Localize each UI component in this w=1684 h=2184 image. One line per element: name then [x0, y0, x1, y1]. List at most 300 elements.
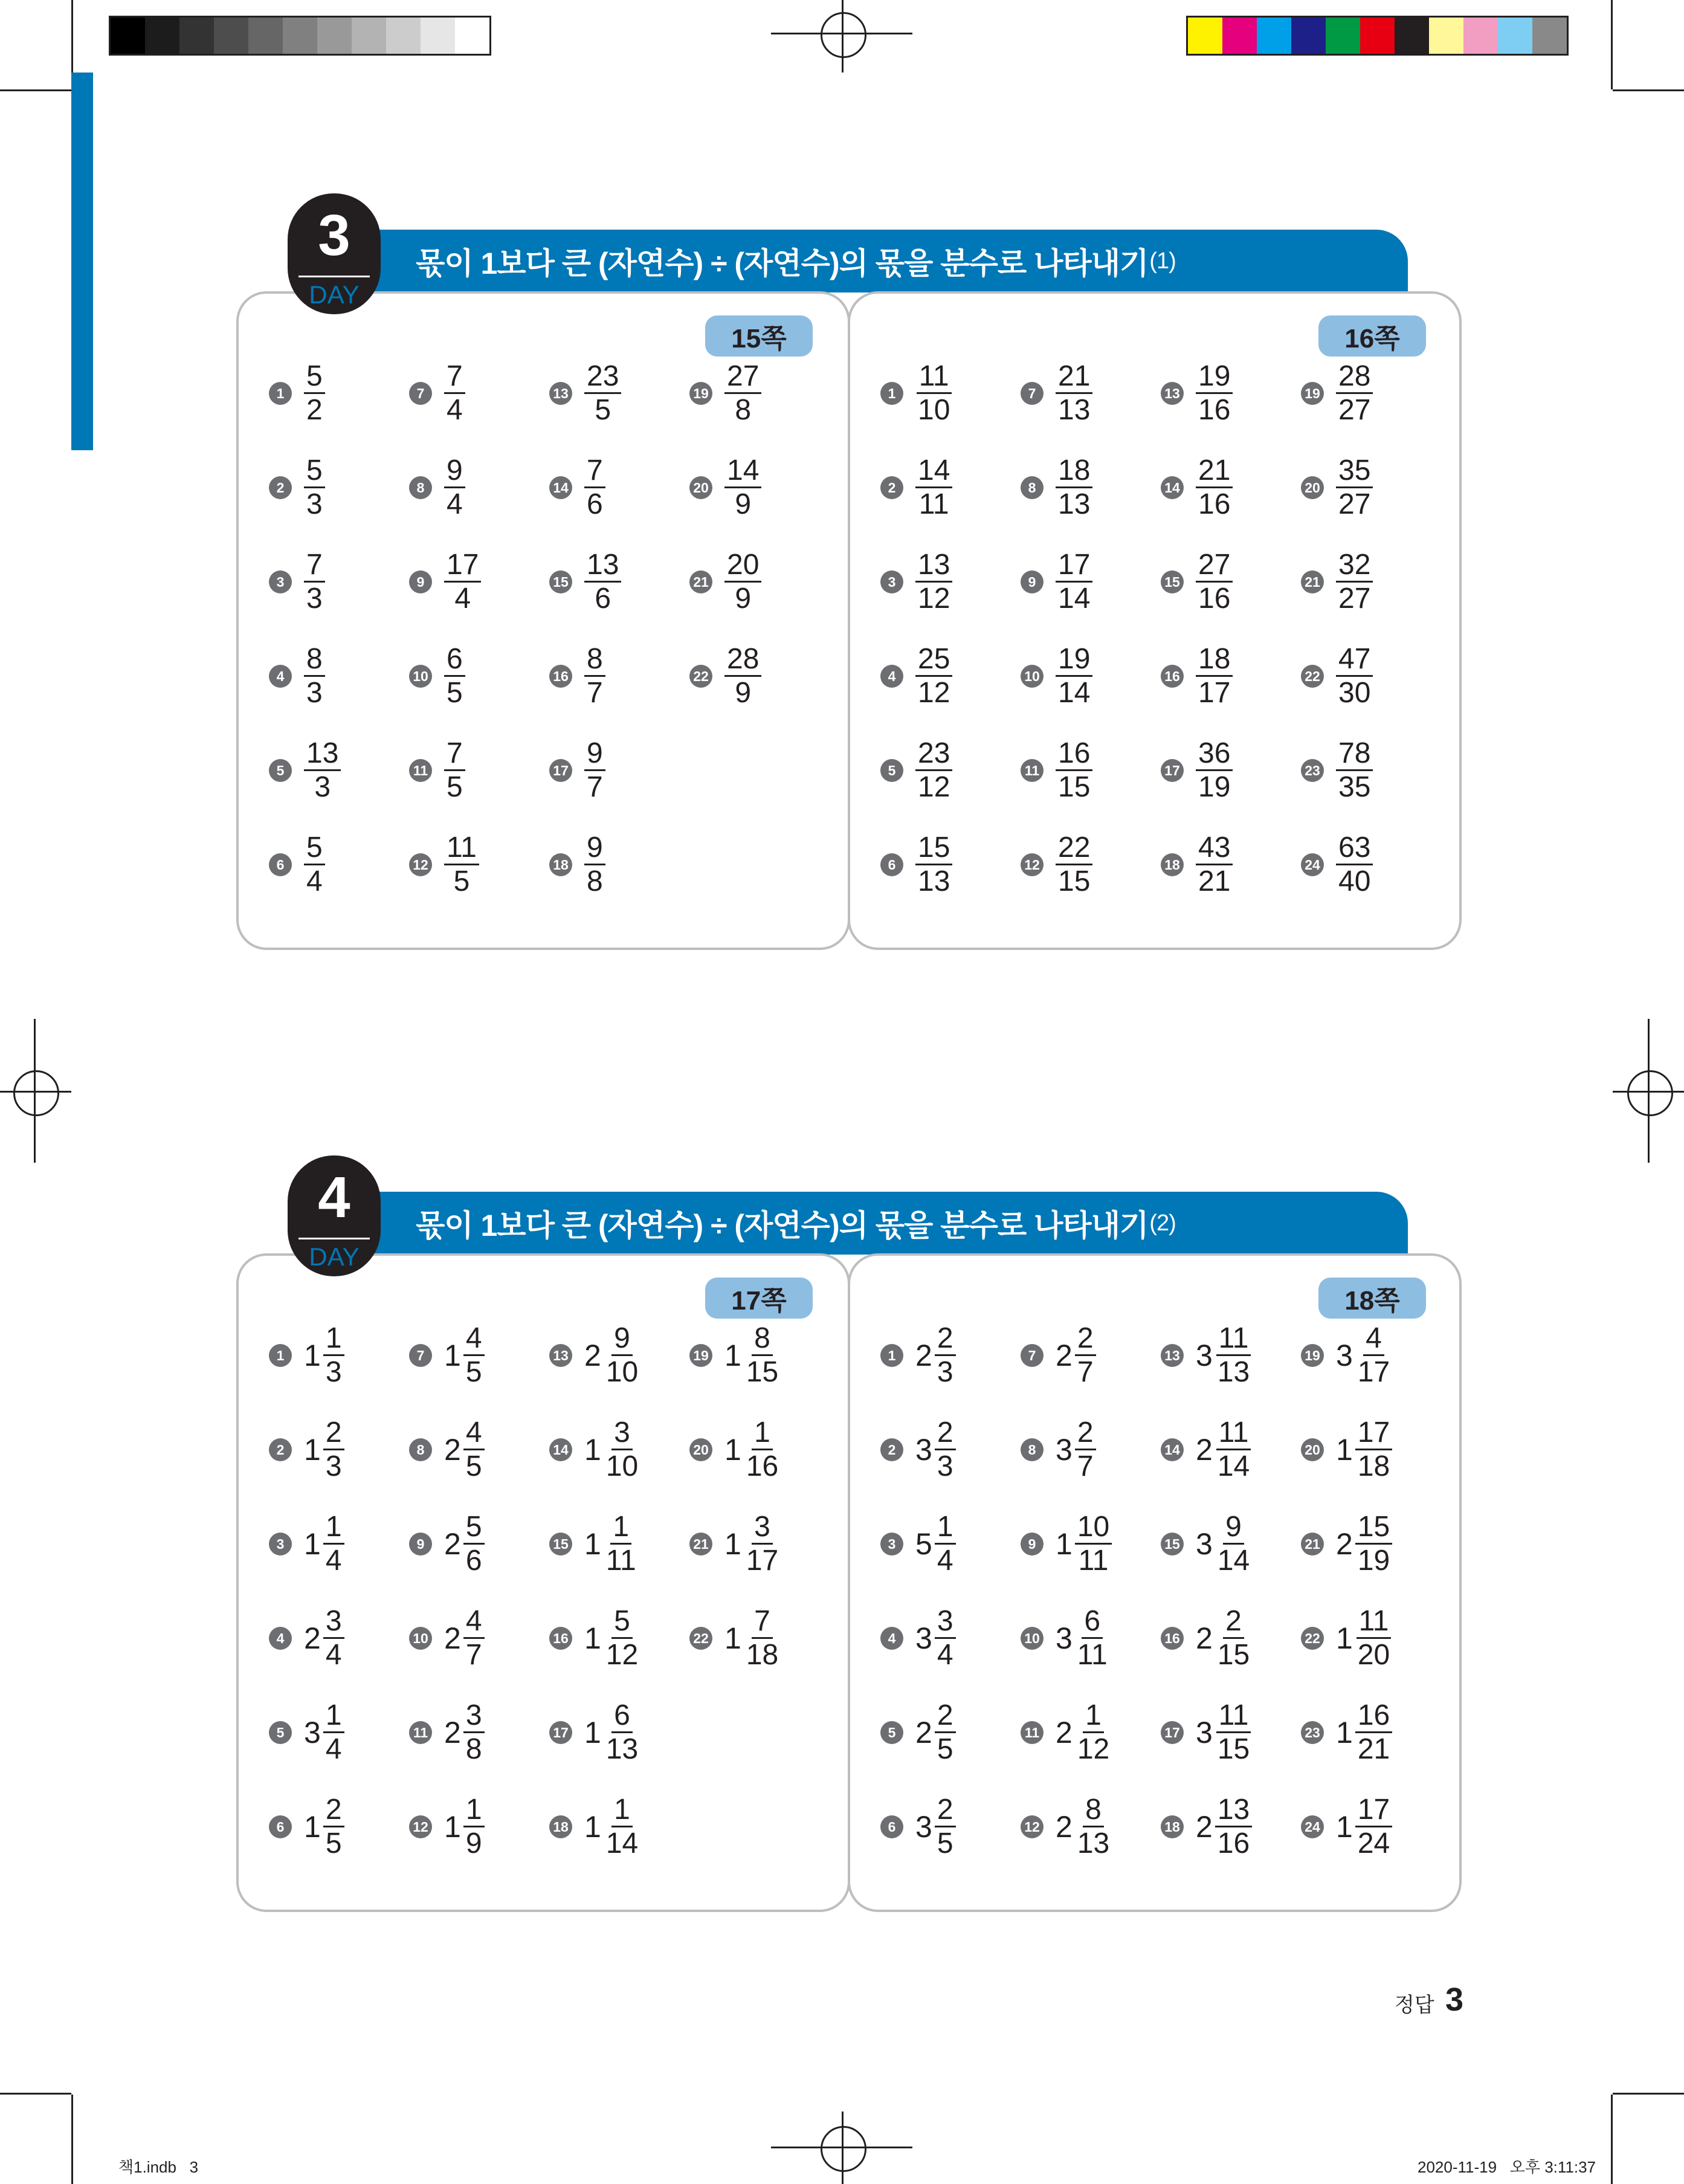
fraction	[744, 1324, 781, 1387]
answer-item	[1161, 832, 1233, 898]
numerator: 35	[1336, 456, 1373, 488]
whole-number: 2	[1196, 1621, 1213, 1655]
answer-item	[1021, 549, 1092, 615]
slug-timestamp: 2020-11-19 오후 3:11:37	[1418, 2158, 1596, 2176]
fraction	[1075, 1701, 1112, 1764]
numerator: 23	[915, 739, 952, 771]
fraction	[584, 362, 621, 425]
fraction	[1215, 1324, 1252, 1387]
denominator: 12	[1077, 1733, 1110, 1765]
denominator: 20	[1357, 1639, 1390, 1671]
fraction	[584, 645, 605, 708]
question-number: 11	[1021, 1721, 1044, 1744]
numerator: 3	[463, 1701, 485, 1733]
answer-item	[1301, 549, 1373, 615]
fraction	[444, 645, 465, 708]
fraction	[915, 362, 952, 425]
whole-number: 3	[304, 1716, 321, 1749]
answer-item	[1021, 737, 1092, 804]
numerator: 11	[1216, 1418, 1251, 1450]
numerator: 2	[935, 1418, 956, 1450]
numerator: 2	[935, 1795, 956, 1827]
numerator: 7	[304, 551, 325, 583]
color-swatch	[248, 18, 283, 54]
question-number: 5	[269, 759, 292, 782]
fraction	[1056, 456, 1092, 519]
section-title-bar	[330, 230, 1408, 292]
question-number: 22	[689, 665, 712, 688]
numerator: 4	[463, 1607, 485, 1639]
whole-number: 1	[444, 1339, 461, 1372]
fraction	[463, 1418, 485, 1481]
fraction	[604, 1701, 640, 1764]
denominator: 14	[605, 1827, 639, 1859]
numerator: 63	[1336, 833, 1373, 865]
question-number: 22	[1301, 1627, 1324, 1650]
question-number: 13	[1161, 382, 1184, 405]
fraction	[1355, 1795, 1392, 1858]
answer-item	[409, 1322, 485, 1389]
question-number: 17	[1161, 759, 1184, 782]
fraction	[463, 1795, 485, 1858]
fraction	[604, 1795, 640, 1858]
denominator: 16	[1198, 488, 1231, 520]
denominator: 15	[1217, 1733, 1250, 1765]
fraction	[915, 645, 952, 708]
fraction	[444, 456, 465, 519]
color-swatch	[455, 18, 489, 54]
crop-mark	[1611, 2095, 1613, 2184]
numerator: 9	[584, 833, 605, 865]
fraction	[1215, 1795, 1252, 1858]
answer-item	[409, 454, 465, 521]
registration-mark	[34, 1019, 36, 1163]
fraction	[724, 551, 761, 613]
whole-number: 1	[724, 1433, 741, 1467]
question-number: 18	[549, 853, 572, 876]
denominator: 13	[1058, 488, 1091, 520]
question-number: 14	[1161, 1438, 1184, 1461]
fraction	[1075, 1607, 1110, 1670]
fraction	[1215, 1513, 1252, 1575]
crop-mark	[1613, 2093, 1684, 2095]
question-number: 16	[1161, 665, 1184, 688]
question-number: 18	[1161, 853, 1184, 876]
page-number: 3	[1445, 1982, 1464, 2018]
fraction	[1336, 456, 1373, 519]
color-swatch	[111, 18, 145, 54]
denominator: 4	[447, 394, 463, 426]
question-number: 5	[880, 1721, 903, 1744]
denominator: 5	[937, 1733, 953, 1765]
numerator: 27	[1196, 551, 1233, 583]
denominator: 13	[1058, 394, 1091, 426]
denominator: 18	[1357, 1450, 1390, 1482]
question-number: 8	[409, 1438, 432, 1461]
question-number: 16	[549, 665, 572, 688]
numerator: 36	[1196, 739, 1233, 771]
denominator: 10	[605, 1450, 639, 1482]
whole-number: 2	[444, 1433, 461, 1467]
question-number: 15	[1161, 570, 1184, 593]
question-number: 21	[1301, 1533, 1324, 1556]
denominator: 18	[746, 1639, 779, 1671]
question-number: 3	[269, 1533, 292, 1556]
numerator: 2	[323, 1795, 344, 1827]
question-number: 20	[689, 476, 712, 499]
answer-item	[269, 549, 325, 615]
answer-item	[880, 737, 952, 804]
fraction	[935, 1324, 956, 1387]
answer-item	[549, 1605, 640, 1672]
denominator: 21	[1357, 1733, 1390, 1765]
numerator: 5	[611, 1607, 633, 1639]
answer-item	[409, 643, 465, 709]
denominator: 3	[325, 1356, 342, 1388]
denominator: 12	[918, 771, 950, 803]
whole-number: 2	[1056, 1810, 1073, 1844]
denominator: 11	[918, 488, 949, 520]
question-number: 5	[269, 1721, 292, 1744]
numerator: 4	[463, 1324, 485, 1356]
fraction	[935, 1607, 956, 1670]
crop-mark	[0, 2093, 71, 2095]
registration-mark	[1648, 1019, 1650, 1163]
day-number: 4	[318, 1165, 350, 1230]
whole-number: 1	[304, 1339, 321, 1372]
denominator: 7	[587, 677, 603, 709]
registration-mark	[1627, 1070, 1673, 1116]
numerator: 1	[610, 1513, 631, 1545]
denominator: 3	[937, 1356, 953, 1388]
numerator: 17	[444, 551, 481, 583]
fraction	[444, 739, 465, 802]
denominator: 13	[1217, 1356, 1250, 1388]
whole-number: 1	[724, 1527, 741, 1561]
denominator: 15	[1058, 771, 1091, 803]
registration-mark	[821, 2126, 866, 2172]
question-number: 17	[549, 759, 572, 782]
question-number: 9	[1021, 1533, 1044, 1556]
question-number: 11	[409, 1721, 432, 1744]
fraction	[1196, 362, 1233, 425]
numerator: 11	[1357, 1607, 1392, 1639]
fraction	[323, 1513, 344, 1575]
whole-number: 2	[584, 1339, 601, 1372]
fraction	[463, 1607, 485, 1670]
answer-item	[1161, 737, 1233, 804]
numerator: 47	[1336, 645, 1373, 677]
color-swatch	[421, 18, 455, 54]
answer-item	[1301, 1699, 1392, 1766]
numerator: 11	[917, 362, 952, 394]
whole-number: 1	[1336, 1621, 1353, 1655]
answer-item	[1301, 360, 1373, 427]
answer-item	[549, 549, 621, 615]
answer-item	[689, 454, 761, 521]
answer-item	[269, 832, 325, 898]
question-number: 7	[409, 382, 432, 405]
question-number: 16	[549, 1627, 572, 1650]
color-swatch	[1463, 18, 1498, 54]
page-chip: 16쪽	[1318, 315, 1426, 357]
question-number: 6	[269, 853, 292, 876]
question-number: 19	[689, 1344, 712, 1367]
fraction	[1075, 1324, 1096, 1387]
numerator: 16	[1056, 739, 1092, 771]
answer-item	[409, 1794, 485, 1860]
page-chip: 17쪽	[705, 1278, 813, 1319]
fraction	[1196, 551, 1233, 613]
numerator: 2	[935, 1701, 956, 1733]
color-swatch	[1188, 18, 1222, 54]
question-number: 10	[1021, 665, 1044, 688]
answer-item	[1021, 360, 1092, 427]
fraction	[304, 362, 325, 425]
question-number: 23	[1301, 1721, 1324, 1744]
answer-item	[269, 1322, 344, 1389]
fraction	[584, 456, 605, 519]
question-number: 24	[1301, 1815, 1324, 1838]
fraction	[323, 1324, 344, 1387]
answer-item	[549, 643, 605, 709]
answer-item	[1021, 1322, 1096, 1389]
question-number: 13	[549, 1344, 572, 1367]
fraction	[1196, 456, 1233, 519]
question-number: 24	[1301, 853, 1324, 876]
denominator: 4	[306, 865, 323, 897]
question-number: 13	[549, 382, 572, 405]
question-number: 2	[880, 1438, 903, 1461]
answer-item	[1301, 1605, 1392, 1672]
footer-label: 정답	[1395, 1994, 1434, 2017]
answer-item	[880, 832, 952, 898]
numerator: 28	[1336, 362, 1373, 394]
denominator: 24	[1357, 1827, 1390, 1859]
color-swatch	[1291, 18, 1326, 54]
numerator: 7	[584, 456, 605, 488]
numerator: 2	[1223, 1607, 1244, 1639]
answer-item	[1021, 1794, 1112, 1860]
color-swatch	[214, 18, 248, 54]
fraction	[1215, 1418, 1252, 1481]
denominator: 5	[447, 771, 463, 803]
denominator: 3	[325, 1450, 342, 1482]
answer-item	[1161, 643, 1233, 709]
color-swatch	[1498, 18, 1532, 54]
answer-item	[1301, 643, 1373, 709]
fraction	[744, 1513, 781, 1575]
denominator: 2	[306, 394, 323, 426]
numerator: 2	[935, 1324, 956, 1356]
denominator: 3	[306, 677, 323, 709]
question-number: 3	[269, 570, 292, 593]
question-number: 12	[409, 1815, 432, 1838]
answer-item	[269, 1605, 344, 1672]
fraction	[1075, 1418, 1096, 1481]
numerator: 6	[444, 645, 465, 677]
numerator: 22	[1056, 833, 1092, 865]
whole-number: 1	[444, 1810, 461, 1844]
section-title-bar	[330, 1192, 1408, 1255]
fraction	[323, 1701, 344, 1764]
registration-mark	[0, 1091, 71, 1093]
numerator: 1	[463, 1795, 485, 1827]
question-number: 12	[1021, 1815, 1044, 1838]
fraction	[1056, 645, 1092, 708]
denominator: 10	[918, 394, 950, 426]
question-number: 8	[1021, 1438, 1044, 1461]
color-swatch	[1395, 18, 1429, 54]
question-number: 10	[409, 665, 432, 688]
answer-item	[689, 1511, 781, 1577]
question-number: 22	[1301, 665, 1324, 688]
fraction	[604, 1418, 640, 1481]
numerator: 13	[304, 739, 341, 771]
crop-mark	[0, 89, 71, 91]
question-number: 16	[1161, 1627, 1184, 1650]
denominator: 13	[918, 865, 950, 897]
numerator: 21	[1196, 456, 1233, 488]
answer-item	[1021, 1417, 1096, 1483]
day-label: DAY	[309, 280, 360, 309]
page-chip: 18쪽	[1318, 1278, 1426, 1319]
fraction	[323, 1795, 344, 1858]
whole-number: 1	[584, 1433, 601, 1467]
whole-number: 1	[304, 1527, 321, 1561]
denominator: 5	[325, 1827, 342, 1859]
fraction	[1336, 551, 1373, 613]
numerator: 4	[1363, 1324, 1384, 1356]
numerator: 7	[444, 739, 465, 771]
numerator: 5	[463, 1513, 485, 1545]
denominator: 3	[306, 488, 323, 520]
fraction	[1196, 833, 1233, 896]
denominator: 12	[918, 677, 950, 709]
denominator: 5	[453, 865, 470, 897]
question-number: 3	[880, 570, 903, 593]
fraction	[304, 645, 325, 708]
numerator: 17	[1355, 1418, 1392, 1450]
answer-item	[549, 360, 621, 427]
answer-item	[880, 1511, 956, 1577]
answer-item	[1301, 1511, 1392, 1577]
whole-number: 2	[1336, 1527, 1353, 1561]
question-number: 2	[269, 476, 292, 499]
numerator: 1	[323, 1701, 344, 1733]
question-number: 15	[1161, 1533, 1184, 1556]
denominator: 27	[1338, 394, 1371, 426]
color-bar	[1186, 16, 1569, 56]
question-number: 9	[409, 1533, 432, 1556]
denominator: 5	[447, 677, 463, 709]
numerator: 8	[584, 645, 605, 677]
section-title: 몫이 1보다 큰 (자연수) ÷ (자연수)의 몫을 분수로 나타내기	[416, 247, 1149, 280]
answer-item	[269, 360, 325, 427]
fraction	[1355, 1701, 1392, 1764]
answer-item	[409, 549, 481, 615]
section-title-suffix: (2)	[1149, 1210, 1176, 1236]
denominator: 4	[325, 1639, 342, 1671]
answer-item	[1021, 1699, 1112, 1766]
color-swatch	[1257, 18, 1291, 54]
numerator: 15	[915, 833, 952, 865]
day-divider	[298, 276, 370, 277]
denominator: 19	[1198, 771, 1231, 803]
whole-number: 2	[1196, 1433, 1213, 1467]
numerator: 2	[1075, 1324, 1096, 1356]
denominator: 9	[735, 677, 752, 709]
answer-item	[269, 1699, 344, 1766]
whole-number: 2	[915, 1716, 932, 1749]
answer-item	[1021, 454, 1092, 521]
denominator: 15	[1058, 865, 1091, 897]
denominator: 12	[918, 583, 950, 615]
answer-item	[1301, 1322, 1392, 1389]
whole-number: 3	[1196, 1716, 1213, 1749]
answer-item	[1021, 1605, 1110, 1672]
answer-item	[1021, 1511, 1112, 1577]
numerator: 14	[915, 456, 952, 488]
answer-item	[689, 643, 761, 709]
fraction	[724, 645, 761, 708]
numerator: 3	[935, 1607, 956, 1639]
numerator: 19	[1056, 645, 1092, 677]
answer-item	[880, 360, 952, 427]
denominator: 8	[465, 1733, 482, 1765]
numerator: 8	[752, 1324, 773, 1356]
whole-number: 3	[915, 1433, 932, 1467]
whole-number: 3	[1196, 1527, 1213, 1561]
whole-number: 1	[584, 1527, 601, 1561]
numerator: 4	[463, 1418, 485, 1450]
whole-number: 2	[915, 1339, 932, 1372]
question-number: 20	[689, 1438, 712, 1461]
fraction	[463, 1701, 485, 1764]
answer-item	[1161, 1605, 1252, 1672]
denominator: 19	[1357, 1545, 1390, 1577]
answer-item	[549, 737, 605, 804]
question-number: 22	[689, 1627, 712, 1650]
question-number: 3	[880, 1533, 903, 1556]
denominator: 27	[1338, 488, 1371, 520]
denominator: 35	[1338, 771, 1371, 803]
whole-number: 1	[304, 1810, 321, 1844]
denominator: 17	[1357, 1356, 1390, 1388]
fraction	[915, 456, 952, 519]
answer-item	[1301, 737, 1373, 804]
page-chip: 15쪽	[705, 315, 813, 357]
color-swatch	[1222, 18, 1257, 54]
answer-item	[1161, 360, 1233, 427]
numerator: 27	[724, 362, 761, 394]
numerator: 3	[752, 1513, 773, 1545]
numerator: 20	[724, 551, 761, 583]
denominator: 13	[1077, 1827, 1110, 1859]
question-number: 11	[409, 759, 432, 782]
section-title: 몫이 1보다 큰 (자연수) ÷ (자연수)의 몫을 분수로 나타내기	[416, 1209, 1149, 1242]
answer-item	[409, 737, 465, 804]
numerator: 21	[1056, 362, 1092, 394]
fraction	[584, 739, 605, 802]
question-number: 7	[1021, 1344, 1044, 1367]
whole-number: 1	[1056, 1527, 1073, 1561]
answer-item	[549, 832, 605, 898]
whole-number: 3	[1056, 1621, 1073, 1655]
numerator: 10	[1075, 1513, 1112, 1545]
fraction	[1336, 833, 1373, 896]
numerator: 17	[1355, 1795, 1392, 1827]
